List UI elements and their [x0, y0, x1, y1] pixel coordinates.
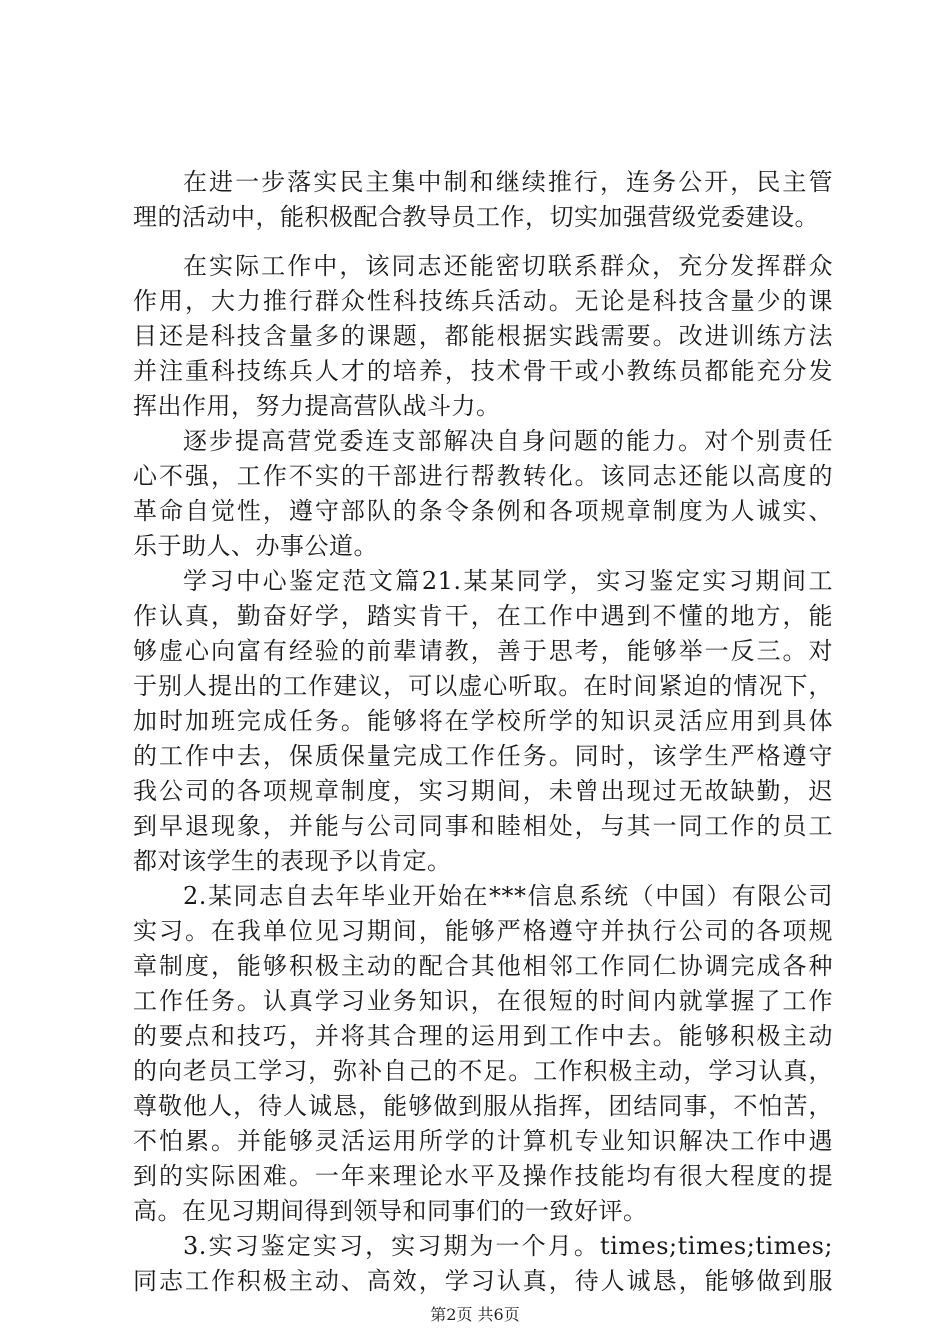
text-line: 在实际工作中，该同志还能密切联系群众，充分发挥群众 [183, 252, 833, 280]
text-line: 作用，大力推行群众性科技练兵活动。无论是科技含量少的课 [133, 287, 833, 315]
text-line: 理的活动中，能积极配合教导员工作，切实加强营级党委建设。 [133, 203, 819, 231]
text-line: 并注重科技练兵人才的培养，技术骨干或小教练员都能充分发 [133, 357, 833, 385]
text-line: 目还是科技含量多的课题，都能根据实践需要。改进训练方法 [133, 322, 833, 350]
text-line: 心不强，工作不实的干部进行帮教转化。该同志还能以高度的 [133, 462, 833, 490]
text-line: 加时加班完成任务。能够将在学校所学的知识灵活应用到具体 [133, 707, 833, 735]
text-line: 尊敬他人，待人诚恳，能够做到服从指挥，团结同事，不怕苦， [133, 1092, 833, 1120]
text-line: 逐步提高营党委连支部解决自身问题的能力。对个别责任 [183, 427, 833, 455]
text-line: 于别人提出的工作建议，可以虚心听取。在时间紧迫的情况下， [133, 672, 833, 700]
text-line: 挥出作用，努力提高营队战斗力。 [133, 392, 501, 420]
text-line: 同志工作积极主动、高效，学习认真，待人诚恳，能够做到服 [133, 1267, 833, 1295]
text-line: 我公司的各项规章制度，实习期间，未曾出现过无故缺勤，迟 [133, 777, 833, 805]
text-line: 革命自觉性，遵守部队的条令条例和各项规章制度为人诚实、 [133, 497, 833, 525]
text-line: 不怕累。并能够灵活运用所学的计算机专业知识解决工作中遇 [133, 1127, 833, 1155]
text-line: 作认真，勤奋好学，踏实肯干，在工作中遇到不懂的地方，能 [133, 602, 833, 630]
text-line: 3.实习鉴定实习，实习期为一个月。times;times;times; [183, 1232, 833, 1260]
text-line: 学习中心鉴定范文篇21.某某同学，实习鉴定实习期间工 [183, 567, 833, 595]
text-line: 在进一步落实民主集中制和继续推行，连务公开，民主管 [183, 168, 833, 196]
text-line: 乐于助人、办事公道。 [133, 532, 378, 560]
text-line: 的向老员工学习，弥补自己的不足。工作积极主动，学习认真， [133, 1057, 833, 1085]
text-line: 到的实际困难。一年来理论水平及操作技能均有很大程度的提 [133, 1162, 833, 1190]
text-line: 的要点和技巧，并将其合理的运用到工作中去。能够积极主动 [133, 1022, 833, 1050]
page-number-footer: 第2页 共6页 [430, 1305, 520, 1324]
text-line: 章制度，能够积极主动的配合其他相邻工作同仁协调完成各种 [133, 952, 833, 980]
text-line: 高。在见习期间得到领导和同事们的一致好评。 [133, 1197, 648, 1225]
text-line: 都对该学生的表现予以肯定。 [133, 847, 452, 875]
text-line: 2.某同志自去年毕业开始在***信息系统（中国）有限公司 [183, 882, 833, 910]
text-line: 实习。在我单位见习期间，能够严格遵守并执行公司的各项规 [133, 917, 833, 945]
text-line: 的工作中去，保质保量完成工作任务。同时，该学生严格遵守 [133, 742, 833, 770]
text-line: 到早退现象，并能与公司同事和睦相处，与其一同工作的员工 [133, 812, 833, 840]
text-line: 够虚心向富有经验的前辈请教，善于思考，能够举一反三。对 [133, 637, 833, 665]
text-line: 工作任务。认真学习业务知识，在很短的时间内就掌握了工作 [133, 987, 833, 1015]
